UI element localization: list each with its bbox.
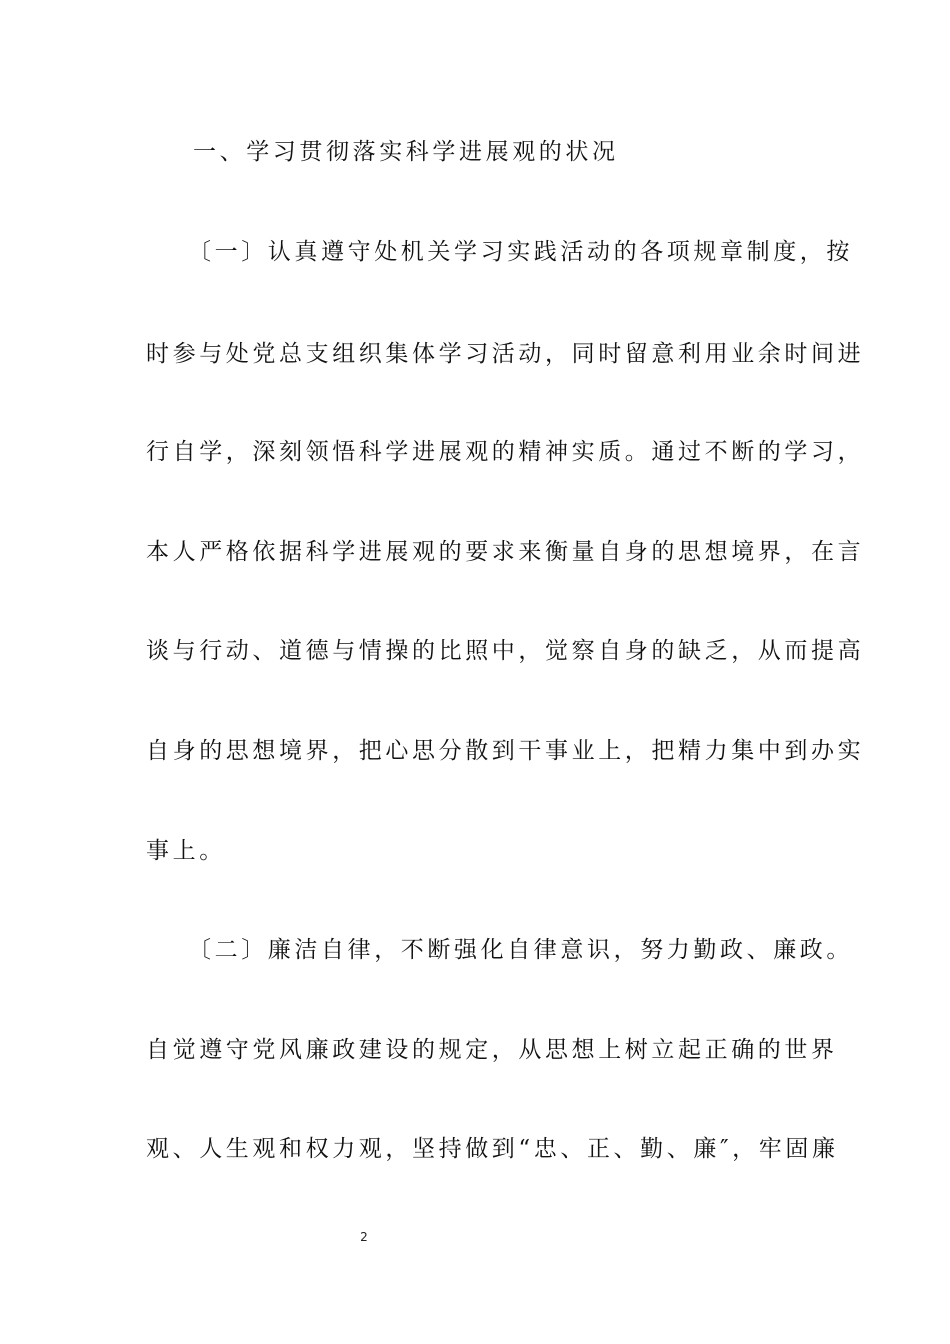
- paragraph-line: 〔二〕廉洁自律，不断强化自律意识，努力勤政、廉政。: [188, 937, 853, 963]
- paragraph-line: 本人严格依据科学进展观的要求来衡量自身的思想境界，在言: [146, 539, 865, 565]
- page-number: 2: [360, 1230, 368, 1244]
- paragraph-line: 〔一〕认真遵守处机关学习实践活动的各项规章制度，按: [188, 239, 853, 265]
- paragraph-line: 时参与处党总支组织集体学习活动，同时留意利用业余时间进: [146, 341, 865, 367]
- section-heading: 一、学习贯彻落实科学进展观的状况: [193, 139, 619, 165]
- paragraph-line: 行自学，深刻领悟科学进展观的精神实质。通过不断的学习，: [146, 439, 865, 465]
- paragraph-line: 谈与行动、道德与情操的比照中，觉察自身的缺乏，从而提高: [146, 638, 865, 664]
- paragraph-line: 事上。: [146, 838, 226, 864]
- paragraph-line: 自觉遵守党风廉政建设的规定，从思想上树立起正确的世界: [146, 1037, 838, 1063]
- paragraph-line: 自身的思想境界，把心思分散到干事业上，把精力集中到办实: [146, 738, 865, 764]
- paragraph-line: 观、人生观和权力观，坚持做到“忠、正、勤、廉″，牢固廉: [146, 1136, 839, 1162]
